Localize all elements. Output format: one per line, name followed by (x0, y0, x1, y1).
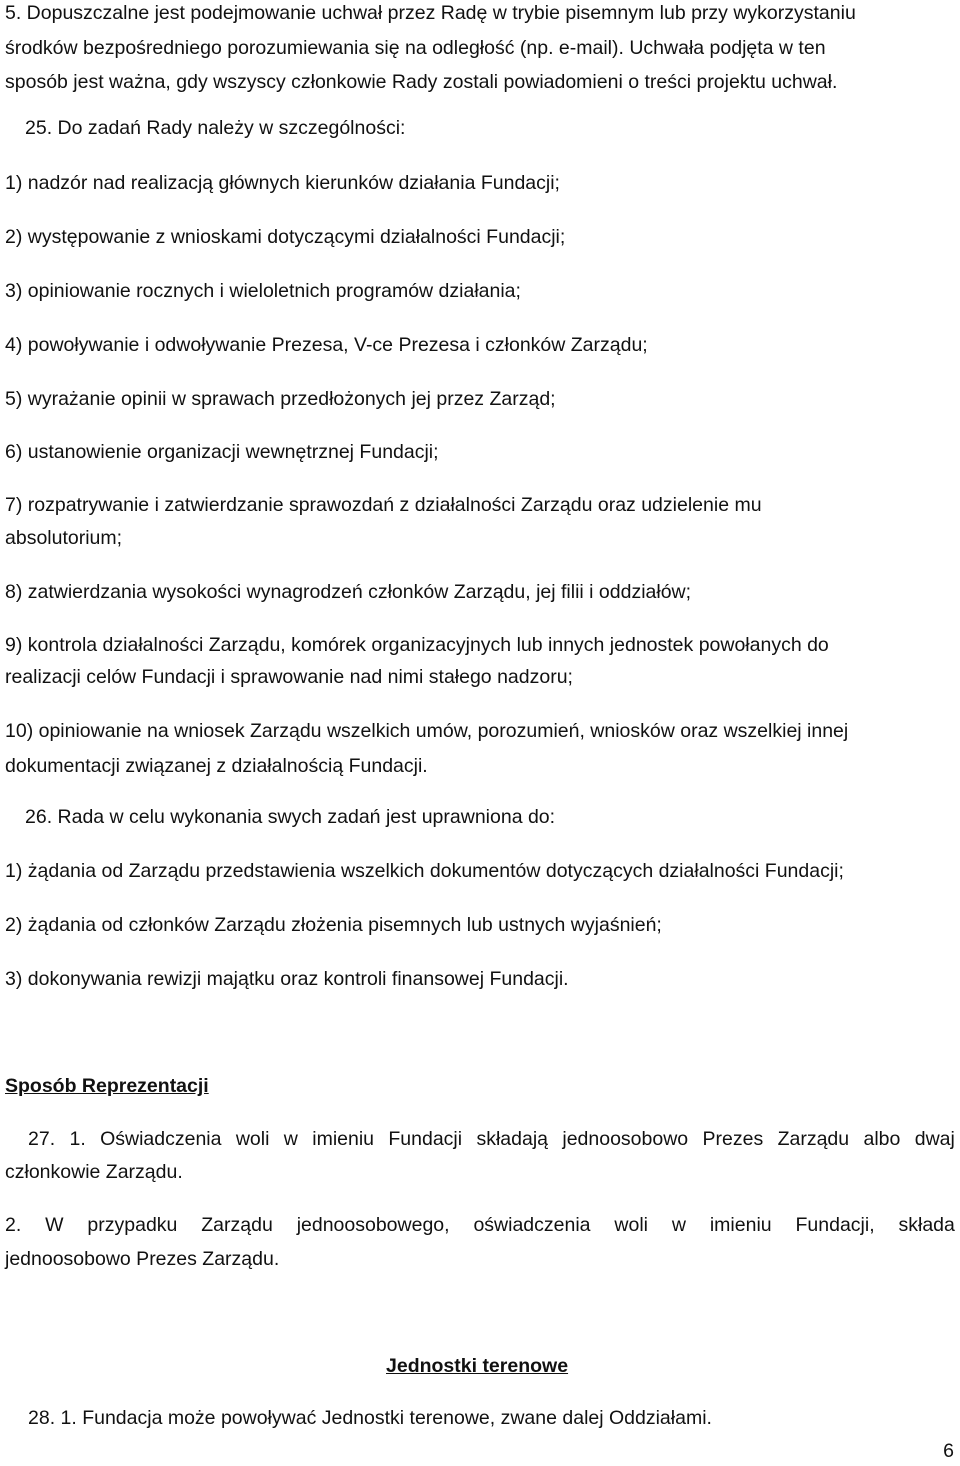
s28-1: 28. 1. Fundacja może powoływać Jednostki terenowe, zwane dalej Oddziałami. (28, 1407, 712, 1429)
s25-item-4: 4) powoływanie i odwoływanie Prezesa, V-ce Prezesa i członków Zarządu; (5, 334, 648, 356)
page-number: 6 (943, 1440, 954, 1462)
s25-item-9-line1: 9) kontrola działalności Zarządu, komórek organizacyjnych lub innych jednostek powołanych do (5, 634, 829, 656)
s27-2-line1: 2. W przypadku Zarządu jednoosobowego, oświadczenia woli w imieniu Fundacji, składa (5, 1214, 955, 1236)
s25-item-7-line2: absolutorium; (5, 527, 123, 549)
representation-title: Sposób Reprezentacji (5, 1075, 209, 1097)
section-25-heading: 25. Do zadań Rady należy w szczególności: (25, 117, 406, 139)
s27-1-line2: członkowie Zarządu. (5, 1161, 183, 1183)
s26-item-2: 2) żądania od członków Zarządu złożenia pisemnych lub ustnych wyjaśnień; (5, 914, 662, 936)
s25-item-8: 8) zatwierdzania wysokości wynagrodzeń członków Zarządu, jej filii i oddziałów; (5, 581, 692, 603)
s26-item-3: 3) dokonywania rewizji majątku oraz kontroli finansowej Fundacji. (5, 968, 569, 990)
s26-item-1: 1) żądania od Zarządu przedstawienia wszelkich dokumentów dotyczących działalności Fundacji; (5, 860, 844, 882)
s25-item-5: 5) wyrażanie opinii w sprawach przedłożonych jej przez Zarząd; (5, 388, 556, 410)
s25-item-6: 6) ustanowienie organizacji wewnętrznej Fundacji; (5, 441, 439, 463)
s25-item-10-line2: dokumentacji związanej z działalnością Fundacji. (5, 755, 428, 777)
s27-1-line1: 27. 1. Oświadczenia woli w imieniu Fundacji składają jednoosobowo Prezes Zarządu albo dwaj (28, 1128, 955, 1150)
para5-line1: 5. Dopuszczalne jest podejmowanie uchwał przez Radę w trybie pisemnym lub przy wykorzystaniu (5, 2, 856, 24)
s27-2-line2: jednoosobowo Prezes Zarządu. (5, 1248, 280, 1270)
s25-item-3: 3) opiniowanie rocznych i wieloletnich programów działania; (5, 280, 521, 302)
section-26-heading: 26. Rada w celu wykonania swych zadań jest uprawniona do: (25, 806, 556, 828)
s25-item-1: 1) nadzór nad realizacją głównych kierunków działania Fundacji; (5, 172, 560, 194)
para5-line3: sposób jest ważna, gdy wszyscy członkowie Rady zostali powiadomieni o treści projektu uchwał. (5, 71, 838, 93)
s25-item-2: 2) występowanie z wnioskami dotyczącymi działalności Fundacji; (5, 226, 566, 248)
s25-item-10-line1: 10) opiniowanie na wniosek Zarządu wszelkich umów, porozumień, wniosków oraz wszelkiej innej (5, 720, 849, 742)
s25-item-9-line2: realizacji celów Fundacji i sprawowanie nad nimi stałego nadzoru; (5, 666, 573, 688)
units-title: Jednostki terenowe (386, 1355, 569, 1377)
para5-line2: środków bezpośredniego porozumiewania się na odległość (np. e-mail). Uchwała podjęta w ten (5, 37, 826, 59)
s25-item-7-line1: 7) rozpatrywanie i zatwierdzanie sprawozdań z działalności Zarządu oraz udzielenie mu (5, 494, 762, 516)
